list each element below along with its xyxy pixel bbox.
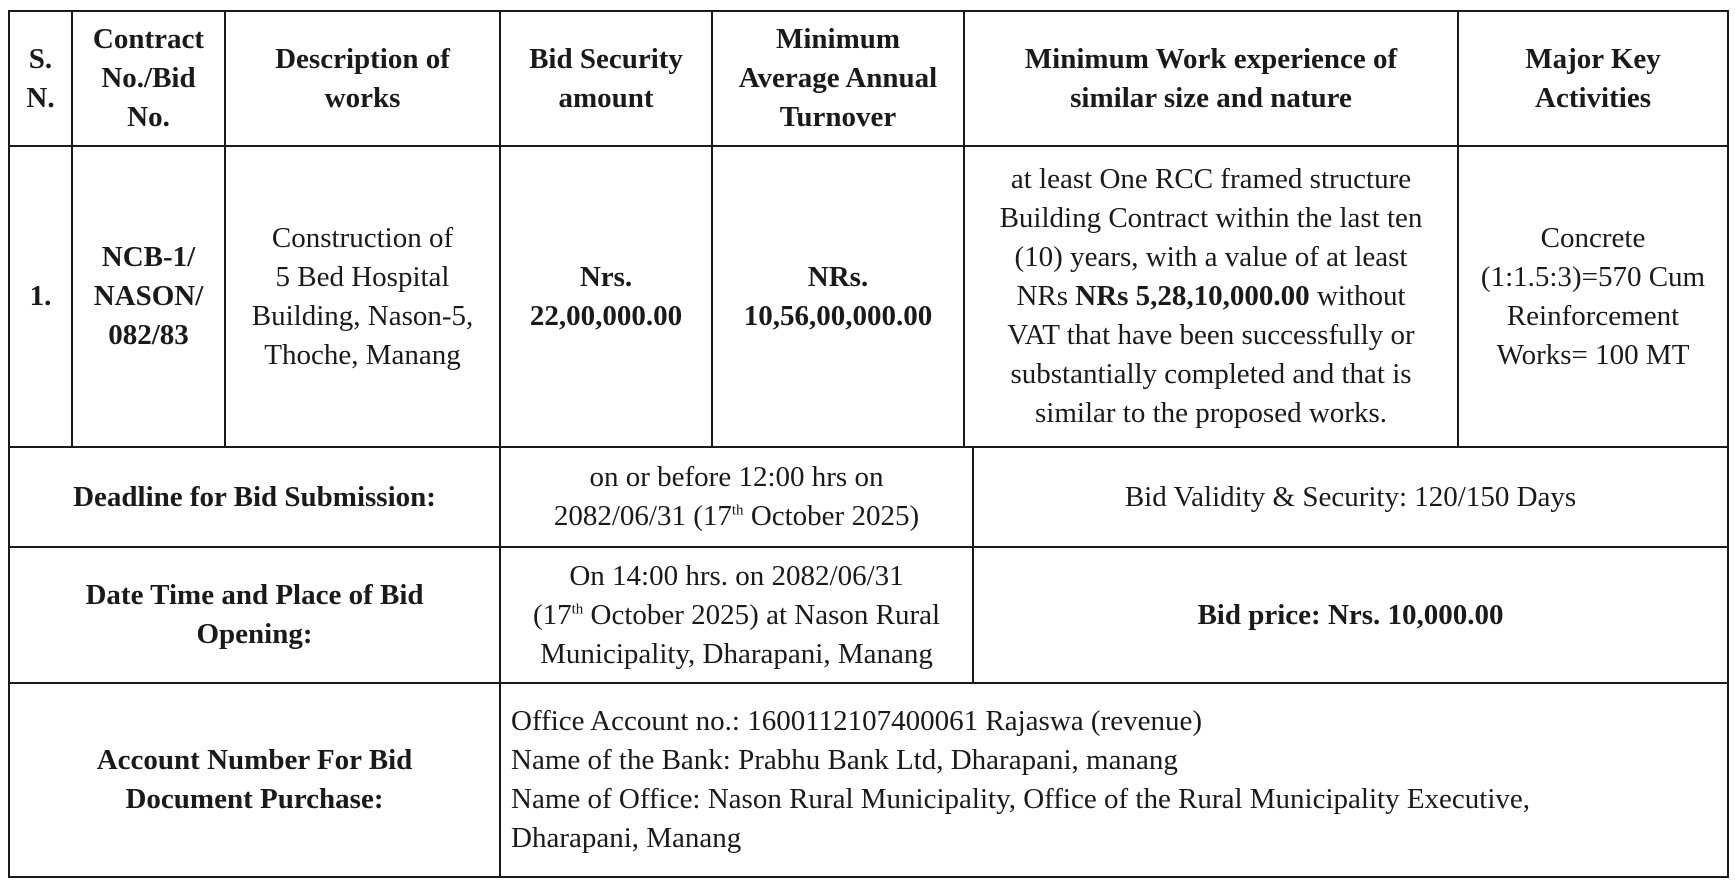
bid-validity: Bid Validity & Security: 120/150 Days: [1124, 480, 1577, 513]
deadline-label: Deadline for Bid Submission:: [73, 480, 436, 513]
header-turnover: Minimum Average Annual Turnover: [738, 23, 938, 133]
opening-label: Date Time and Place of Bid Opening:: [85, 579, 424, 650]
row1-description: Construction of 5 Bed Hospital Building, Nason-5, Thoche, Manang: [251, 221, 474, 371]
account-label: Account Number For Bid Document Purchase:: [96, 744, 413, 815]
header-activities: Major Key Activities: [1525, 42, 1661, 114]
header-bid-security: Bid Security amount: [529, 42, 683, 114]
bid-price: Bid price: Nrs. 10,000.00: [1197, 598, 1504, 631]
opening-value: On 14:00 hrs. on 2082/06/31 (17th October 2025) at Nason Rural Municipality, Dharapani, Manang: [532, 559, 941, 670]
header-description: Description of works: [275, 42, 450, 114]
row1-turnover: NRs. 10,56,00,000.00: [743, 260, 933, 332]
row1-contract-no: NCB-1/ NASON/ 082/83: [93, 241, 204, 351]
row1-experience: at least One RCC framed structure Building Contract within the last ten (10) years, with a value of at least NRs NRs 5,28,10,000.00 without VAT that have been successfully or substantially completed and that is similar to the proposed works.: [999, 163, 1423, 429]
row1-bid-security: Nrs. 22,00,000.00: [529, 260, 683, 332]
account-details: Office Account no.: 1600112107400061 Rajaswa (revenue) Name of the Bank: Prabhu Bank Ltd, Dharapani, manang Name of Office: Nason Rural Municipality, Office of the Rural Municipality Executive, Dharapani, Manang: [511, 705, 1531, 854]
deadline-value: on or before 12:00 hrs on 2082/06/31 (17th October 2025): [553, 461, 920, 532]
header-contract-no: Contract No./Bid No.: [92, 23, 205, 133]
header-sn: S. N.: [26, 42, 55, 114]
row1-activities: Concrete (1:1.5:3)=570 Cum Reinforcement Works= 100 MT: [1480, 221, 1706, 371]
header-experience: Minimum Work experience of similar size and nature: [1024, 42, 1398, 114]
row1-sn: 1.: [29, 280, 52, 312]
experience-value: NRs 5,28,10,000.00: [1075, 280, 1310, 312]
